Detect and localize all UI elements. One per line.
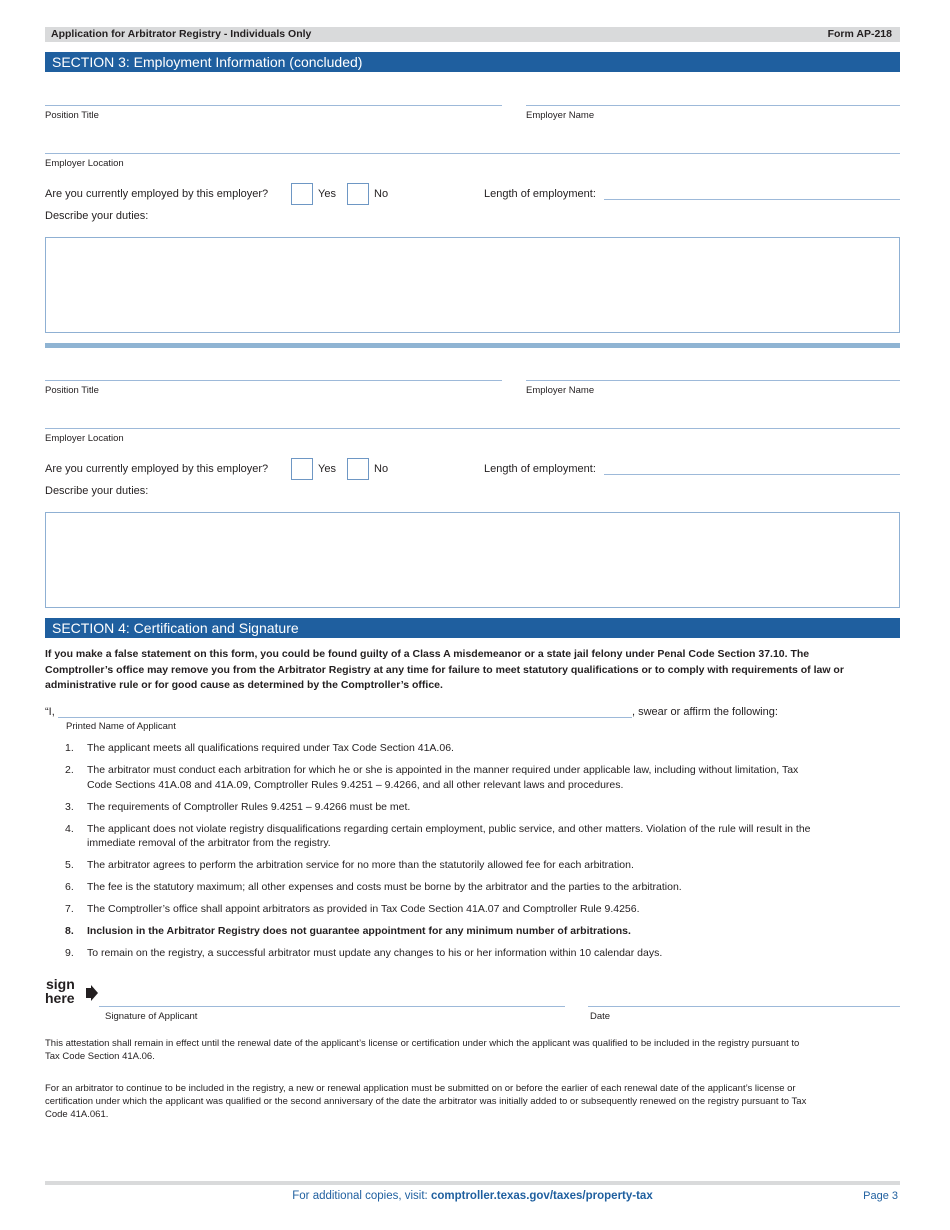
- list-item: 6. The fee is the statutory maximum; all other expenses and costs must be borne by the arbitrator and the parties to the arbitration.: [65, 881, 682, 893]
- employer-name-label-1: Employer Name: [526, 110, 595, 121]
- oath-suffix: , swear or affirm the following:: [632, 706, 778, 718]
- employer-name-input-1[interactable]: [526, 105, 900, 106]
- employer-location-input-2[interactable]: [45, 428, 900, 429]
- date-input[interactable]: [588, 1006, 900, 1007]
- yes-checkbox-1[interactable]: [291, 183, 313, 205]
- yes-checkbox-2[interactable]: [291, 458, 313, 480]
- no-label-2: No: [374, 463, 389, 475]
- no-label-1: No: [374, 188, 389, 200]
- certification-list: [65, 741, 825, 968]
- form-number: Form AP-218: [827, 28, 892, 40]
- duties-label-2: Describe your duties:: [45, 485, 149, 497]
- length-of-employment-label-1: Length of employment:: [484, 188, 596, 200]
- printed-name-label: Printed Name of Applicant: [66, 721, 176, 732]
- length-of-employment-label-2: Length of employment:: [484, 463, 596, 475]
- length-of-employment-input-2[interactable]: [604, 474, 900, 475]
- no-checkbox-2[interactable]: [347, 458, 369, 480]
- list-item: 9. To remain on the registry, a successful arbitrator must update any changes to his or her information within 10 calendar days.: [65, 947, 663, 959]
- list-item: 7. The Comptroller’s office shall appoint arbitrators as provided in Tax Code Section 41A.07 and Comptroller Rule 9.4256.: [65, 903, 640, 915]
- employer-name-label-2: Employer Name: [526, 385, 595, 396]
- employed-question-2: Are you currently employed by this employer?: [45, 463, 269, 475]
- employer-location-label-2: Employer Location: [45, 433, 124, 444]
- list-item: 2. The arbitrator must conduct each arbitration for which he or she is appointed in the manner required under applicable law, including without limitation, Tax Code Sections 41A.08 and 41A.09, Comptroller Rules 9.4251 – 9.4266, and all other relevant laws and procedures.: [65, 764, 799, 791]
- list-item: 1. The applicant meets all qualifications required under Tax Code Section 41A.06.: [65, 742, 454, 754]
- length-of-employment-input-1[interactable]: [604, 199, 900, 200]
- employer-location-input-1[interactable]: [45, 153, 900, 154]
- signature-label: Signature of Applicant: [105, 1011, 198, 1022]
- attestation-paragraph-1: This attestation shall remain in effect until the renewal date of the applicant’s license or certification under which the applicant was qualified to be included in the registry pursuant to Tax Code Section 41A.06.: [45, 1038, 800, 1062]
- employed-question-1: Are you currently employed by this employer?: [45, 188, 269, 200]
- duties-textbox-2[interactable]: [45, 512, 900, 608]
- false-statement-warning: If you make a false statement on this form, you could be found guilty of a Class A misdemeanor or a state jail felony under Penal Code Section 37.10. The Comptroller’s office may remove you from the Arbitrator Registry at any time for failure to meet statutory qualifications or to comply with requirements of law or administrative rule or for good cause as determined by the Comptroller’s office.: [45, 648, 844, 691]
- employer-name-input-2[interactable]: [526, 380, 900, 381]
- section-4-heading: SECTION 4: Certification and Signature: [45, 618, 900, 638]
- position-title-input-2[interactable]: [45, 380, 502, 381]
- sign-here-marker: sign here: [45, 976, 75, 1006]
- list-item: 4. The applicant does not violate registry disqualifications regarding certain employment, public service, and other matters. Violation of the rule will result in the immediate removal of the arbitrator from the registry.: [65, 822, 811, 849]
- form-header-bar: [45, 27, 900, 42]
- employer-location-label-1: Employer Location: [45, 158, 124, 169]
- date-label: Date: [590, 1011, 611, 1022]
- position-title-label-1: Position Title: [45, 110, 99, 121]
- position-title-label-2: Position Title: [45, 385, 99, 396]
- position-title-input-1[interactable]: [45, 105, 502, 106]
- signature-input[interactable]: [99, 1006, 565, 1007]
- footer-bar: [45, 1181, 900, 1185]
- form-title: Application for Arbitrator Registry - Individuals Only: [51, 28, 312, 40]
- yes-label-2: Yes: [318, 463, 336, 475]
- duties-textbox-1[interactable]: [45, 237, 900, 333]
- no-checkbox-1[interactable]: [347, 183, 369, 205]
- list-item: 3. The requirements of Comptroller Rules 9.4251 – 9.4266 must be met.: [65, 800, 411, 813]
- duties-label-1: Describe your duties:: [45, 210, 149, 222]
- footer-url-link[interactable]: comptroller.texas.gov/taxes/property-tax: [430, 1190, 653, 1202]
- list-item: 8. Inclusion in the Arbitrator Registry does not guarantee appointment for any minimum number of arbitrations.: [65, 925, 631, 937]
- attestation-paragraph-2: For an arbitrator to continue to be included in the registry, a new or renewal application must be submitted on or before the earlier of each renewal date of the applicant’s license or certification under which the applicant was qualified or the second anniversary of the date the arbitrator was initially added to or subsequently renewed on the registry pursuant to Tax Code 41A.061.: [45, 1083, 807, 1120]
- page-number: Page 3: [863, 1190, 898, 1202]
- section-3-heading: SECTION 3: Employment Information (concluded): [45, 52, 900, 72]
- footer-copies-note: For additional copies, visit: comptroller.texas.gov/taxes/property-tax: [292, 1190, 653, 1202]
- sign-arrow-icon: [86, 985, 98, 1001]
- employer-divider: [45, 343, 900, 348]
- oath-prefix: “I,: [45, 706, 55, 718]
- printed-name-input[interactable]: [58, 717, 632, 718]
- yes-label-1: Yes: [318, 188, 336, 200]
- list-item: 5. The arbitrator agrees to perform the arbitration service for no more than the statutorily allowed fee for each arbitration.: [65, 859, 634, 871]
